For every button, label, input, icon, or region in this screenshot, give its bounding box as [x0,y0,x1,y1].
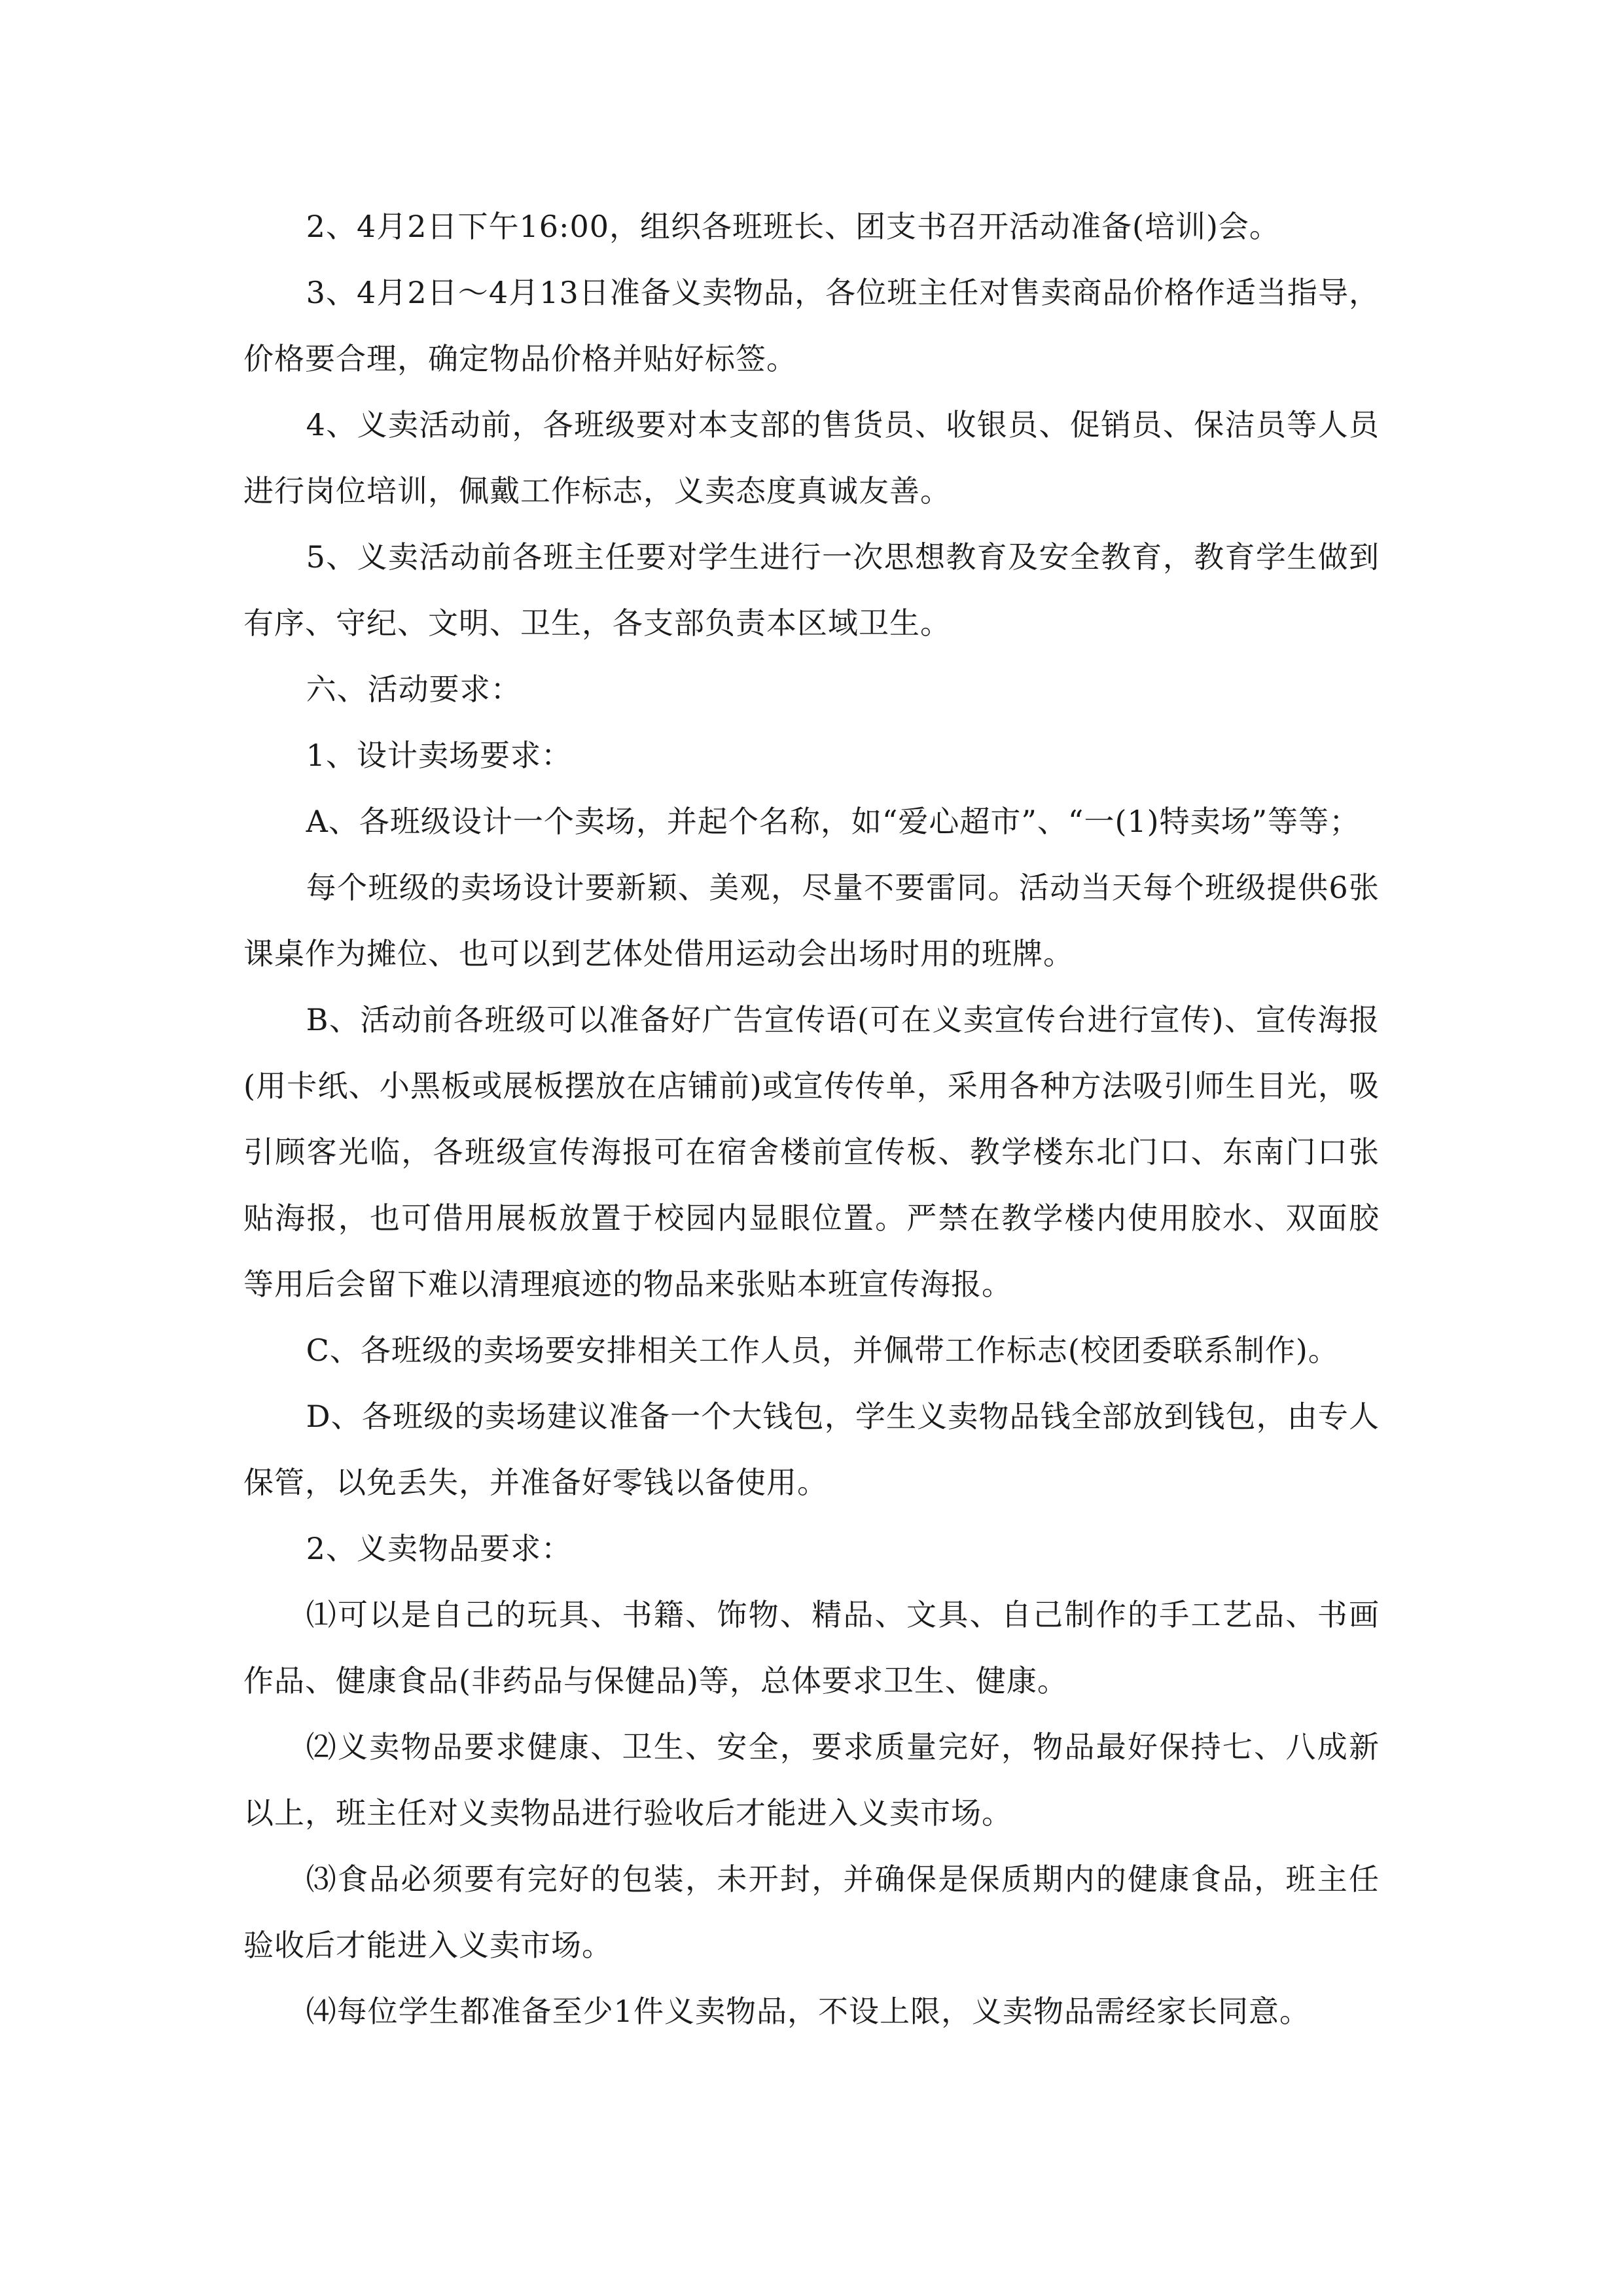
paragraph-venue-b: B、活动前各班级可以准备好广告宣传语(可在义卖宣传台进行宣传)、宣传海报(用卡纸、小黑板或展板摆放在店铺前)或宣传传单，采用各种方法吸引师生目光，吸引顾客光临，各班级宣传海报可在宿舍楼前宣传板、教学楼东北门口、东南门口张贴海报，也可借用展板放置于校园内显眼位置。严禁在教学楼内使用胶水、双面胶等用后会留下难以清理痕迹的物品来张贴本班宣传海报。 [243,1002,1380,1302]
paragraph-item-4: ⑷每位学生都准备至少1件义卖物品，不设上限，义卖物品需经家长同意。 [306,1994,1310,2029]
paragraph-venue-d: D、各班级的卖场建议准备一个大钱包，学生义卖物品钱全部放到钱包，由专人保管，以免丢失，并准备好零钱以备使用。 [243,1399,1380,1500]
paragraph-staff-training: 4、义卖活动前，各班级要对本支部的售货员、收银员、促销员、保洁员等人员进行岗位培训，佩戴工作标志，义卖态度真诚友善。 [243,407,1380,509]
paragraph-item-3: ⑶食品必须要有完好的包装，未开封，并确保是保质期内的健康食品，班主任验收后才能进入义卖市场。 [243,1861,1380,1963]
paragraph-venue-a: A、各班级设计一个卖场，并起个名称，如“爱心超市”、“一(1)特卖场”等等； [306,804,1361,839]
paragraph-item-2: ⑵义卖物品要求健康、卫生、安全，要求质量完好，物品最好保持七、八成新以上，班主任对义卖物品进行验收后才能进入义卖市场。 [243,1729,1380,1831]
subheading-item-requirements: 2、义卖物品要求： [306,1531,572,1566]
section-heading-requirements: 六、活动要求： [306,672,522,707]
paragraph-item-1: ⑴可以是自己的玩具、书籍、饰物、精品、文具、自己制作的手工艺品、书画作品、健康食品(非药品与保健品)等，总体要求卫生、健康。 [243,1597,1380,1698]
document-body [243,194,1380,2045]
paragraph-venue-design: 每个班级的卖场设计要新颖、美观，尽量不要雷同。活动当天每个班级提供6张课桌作为摊位、也可以到艺体处借用运动会出场时用的班牌。 [243,870,1380,971]
paragraph-prepare-items: 3、4月2日～4月13日准备义卖物品，各位班主任对售卖商品价格作适当指导，价格要合理，确定物品价格并贴好标签。 [243,275,1380,376]
paragraph-education: 5、义卖活动前各班主任要对学生进行一次思想教育及安全教育，教育学生做到有序、守纪、文明、卫生，各支部负责本区域卫生。 [243,539,1380,641]
subheading-venue-design: 1、设计卖场要求： [306,738,572,773]
paragraph-venue-c: C、各班级的卖场要安排相关工作人员，并佩带工作标志(校团委联系制作)。 [306,1333,1339,1368]
paragraph-prep-meeting: 2、4月2日下午16:00，组织各班班长、团支书召开活动准备(培训)会。 [306,209,1280,244]
